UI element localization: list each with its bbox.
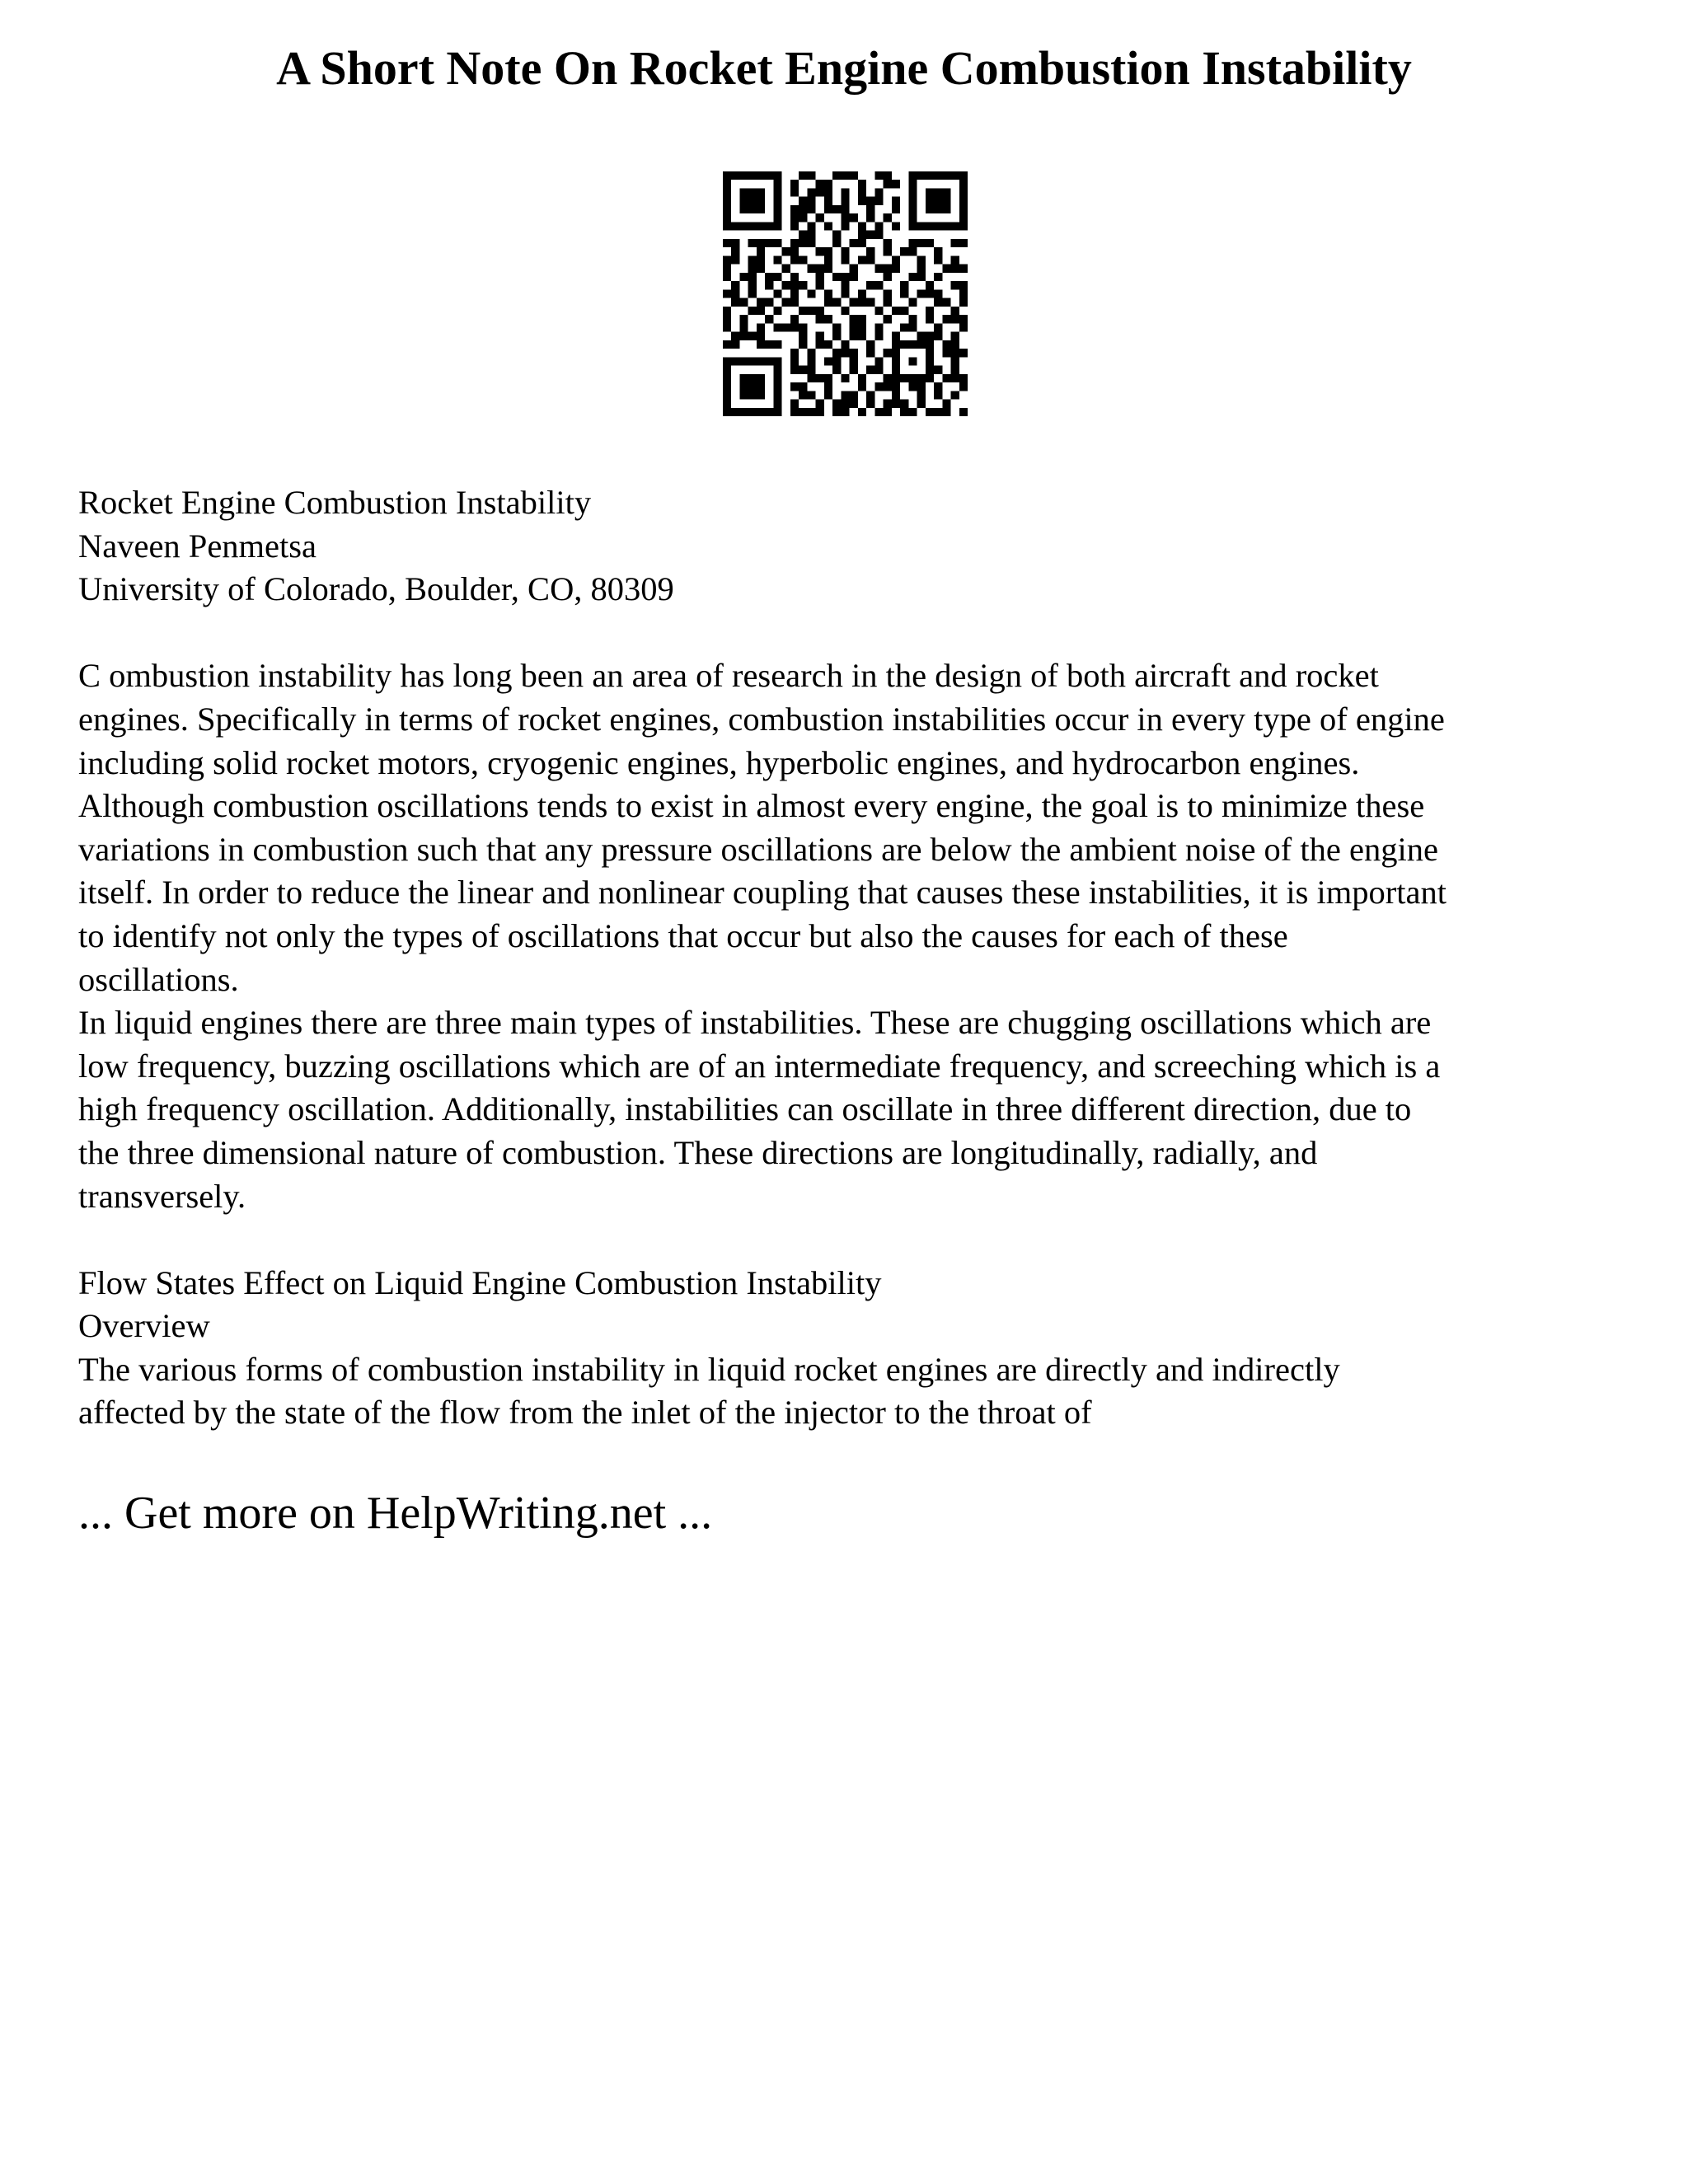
document-body [78,481,1644,1435]
page-title: A Short Note On Rocket Engine Combustion Instability [276,41,1412,95]
author-affiliation: University of Colorado, Boulder, CO, 80309 [78,570,674,608]
spacer [78,612,1644,655]
paragraph-line: including solid rocket motors, cryogenic engines, hyperbolic engines, and hydrocarbon engines. [78,743,1360,781]
header-block [78,481,1644,612]
subsection-heading: Overview [78,1307,210,1345]
paragraph-line: high frequency oscillation. Additionally, instabilities can oscillate in three different direction, due to [78,1090,1412,1128]
paragraph-line: Although combustion oscillations tends to exist in almost every engine, the goal is to minimize these [78,787,1425,825]
paragraph-line: itself. In order to reduce the linear and nonlinear coupling that causes these instabilities, it is important [78,874,1447,912]
paragraph-line: oscillations. [78,960,239,998]
paragraph-line: the three dimensional nature of combustion. These directions are longitudinally, radially, and [78,1133,1318,1171]
paragraph-intro [78,654,1644,1001]
author-name: Naveen Penmetsa [78,527,317,565]
paragraph-line: C ombustion instability has long been an area of research in the design of both aircraft and rocket [78,657,1379,695]
paragraph-line: The various forms of combustion instability in liquid rocket engines are directly and indirectly [78,1350,1340,1388]
qr-code-icon [723,171,968,416]
paragraph-line: engines. Specifically in terms of rocket engines, combustion instabilities occur in every type of engine [78,700,1445,738]
paragraph-instability-types [78,1001,1644,1218]
paragraph-line: low frequency, buzzing oscillations which are of an intermediate frequency, and screeching which is a [78,1047,1441,1085]
paragraph-line: affected by the state of the flow from the inlet of the injector to the throat of [78,1394,1092,1432]
paragraph-overview [78,1348,1644,1435]
paragraph-line: variations in combustion such that any pressure oscillations are below the ambient noise of the engine [78,830,1438,868]
paragraph-line: transversely. [78,1177,246,1215]
paragraph-line: In liquid engines there are three main types of instabilities. These are chugging oscillations which are [78,1004,1432,1042]
article-title-line: Rocket Engine Combustion Instability [78,484,592,521]
paragraph-line: to identify not only the types of oscillations that occur but also the causes for each of these [78,916,1288,954]
spacer [78,1218,1644,1262]
section-heading: Flow States Effect on Liquid Engine Combustion Instability [78,1263,882,1301]
get-more-link[interactable]: ... Get more on HelpWriting.net ... [78,1488,713,1539]
